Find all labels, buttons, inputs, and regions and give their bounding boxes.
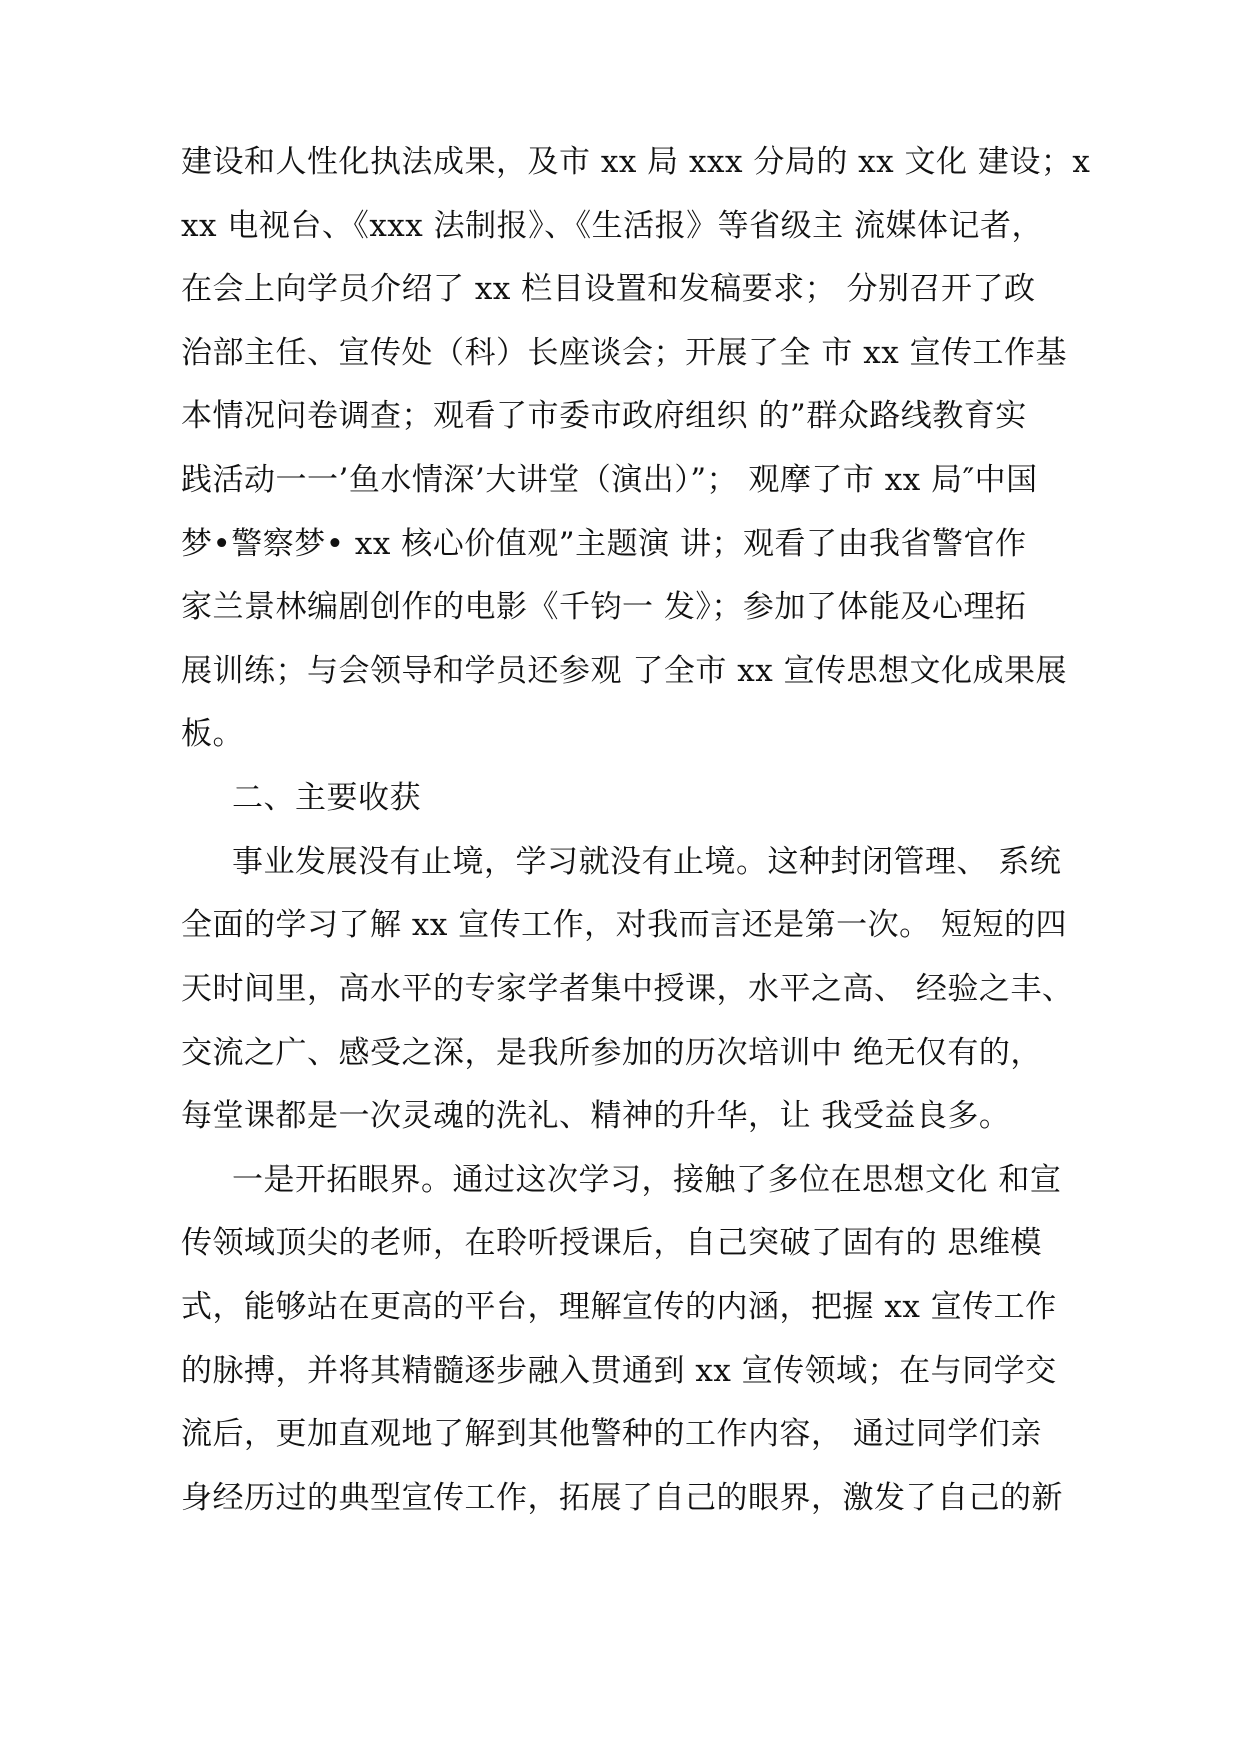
text-line: 在会上向学员介绍了 xx 栏目设置和发稿要求； 分别召开了政 [181,271,1036,307]
text-line: 式，能够站在更高的平台，理解宣传的内涵，把握 xx 宣传工作 [181,1289,1057,1325]
text-line: 流后，更加直观地了解到其他警种的工作内容， 通过同学们亲 [181,1416,1042,1452]
text-line: 每堂课都是一次灵魂的洗礼、精神的升华，让 我受益良多。 [181,1098,1011,1134]
section-heading: 二、主要收获 [232,780,421,816]
text-line: 治部主任、宣传处（科）长座谈会；开展了全 市 xx 宣传工作基 [181,335,1068,371]
text-line: 的脉搏，并将其精髓逐步融入贯通到 xx 宣传领域；在与同学交 [181,1353,1057,1389]
text-line: 本情况问卷调查；观看了市委市政府组织 的”群众路线教育实 [181,398,1027,434]
text-line: xx 电视台、《xxx 法制报》、《生活报》等省级主 流媒体记者， [181,208,1043,244]
text-line: 梦•警察梦• xx 核心价值观”主题演 讲；观看了由我省警官作 [181,526,1027,562]
text-line: 交流之广、感受之深，是我所参加的历次培训中 绝无仅有的， [181,1035,1042,1071]
text-line: 天时间里，高水平的专家学者集中授课，水平之高、 经验之丰、 [181,971,1074,1007]
text-line: 家兰景林编剧创作的电影《千钧一 发》；参加了体能及心理拓 [181,589,1027,625]
paragraph-first-line: 事业发展没有止境，学习就没有止境。这种封闭管理、 系统 [232,844,1062,880]
paragraph-first-line: 一是开拓眼界。通过这次学习，接触了多位在思想文化 和宣 [232,1162,1062,1198]
text-line: 践活动一一’鱼水情深’大讲堂（演出）”； 观摩了市 xx 局″中国 [181,462,1038,498]
text-line: 展训练；与会领导和学员还参观 了全市 xx 宣传思想文化成果展 [181,653,1068,689]
text-line: 传领域顶尖的老师，在聆听授课后，自己突破了固有的 思维模 [181,1225,1042,1261]
text-line: 建设和人性化执法成果，及市 xx 局 xxx 分局的 xx 文化 建设；x [181,144,1091,180]
text-line: 板。 [181,716,244,752]
text-line: 全面的学习了解 xx 宣传工作，对我而言还是第一次。 短短的四 [181,907,1068,943]
text-line: 身经历过的典型宣传工作，拓展了自己的眼界，激发了自己的新 [181,1480,1063,1516]
